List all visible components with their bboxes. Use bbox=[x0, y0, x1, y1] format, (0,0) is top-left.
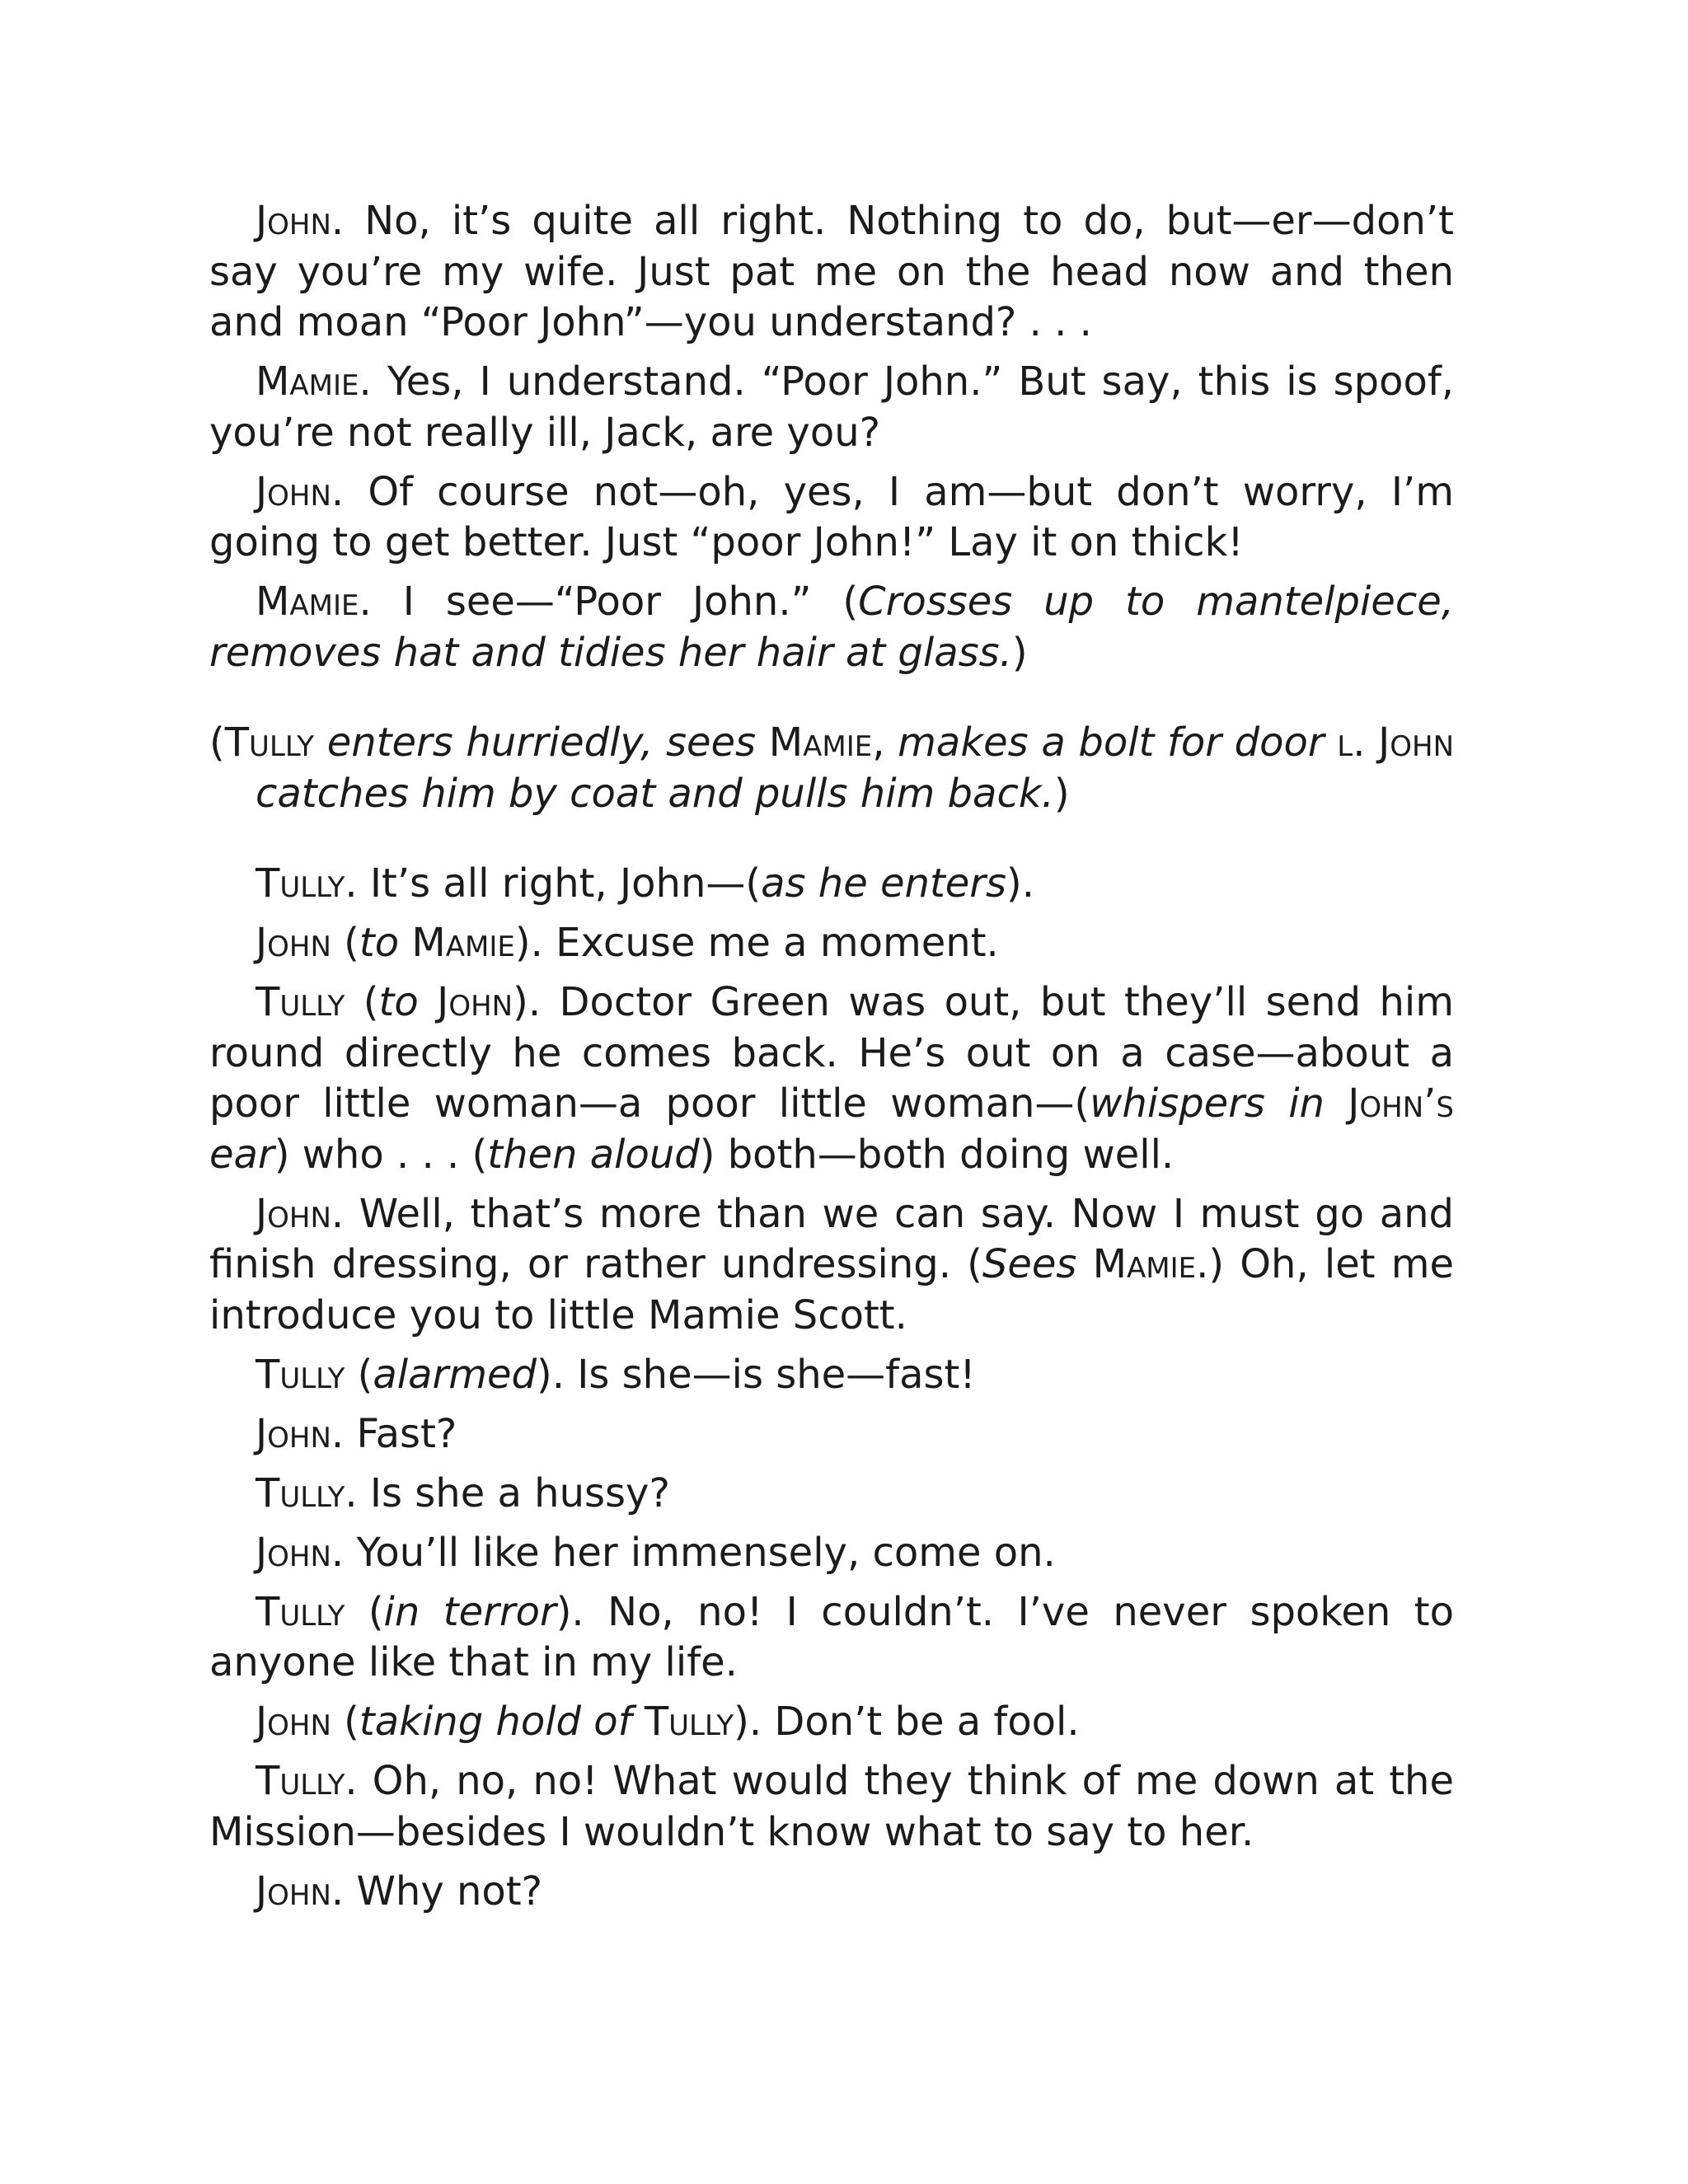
character-name: John bbox=[256, 1699, 331, 1745]
dialogue-paragraph bbox=[209, 977, 1454, 1180]
dialogue-text bbox=[399, 920, 411, 966]
character-name: John bbox=[1378, 719, 1455, 766]
character-name: John bbox=[256, 1410, 331, 1457]
character-name: Tully bbox=[256, 860, 345, 907]
dialogue-text: ). Excuse me a moment. bbox=[514, 920, 999, 966]
dialogue-text bbox=[1076, 1241, 1092, 1287]
dialogue-paragraph bbox=[209, 859, 1454, 910]
dialogue-text bbox=[1325, 719, 1338, 766]
dialogue-text: . Why not? bbox=[331, 1868, 543, 1915]
stage-action: then aloud bbox=[487, 1131, 700, 1178]
character-name: Tully bbox=[256, 1469, 345, 1516]
character-name: l bbox=[1337, 719, 1353, 766]
character-name: Mamie bbox=[1092, 1241, 1197, 1287]
dialogue-text: ). bbox=[1006, 860, 1035, 907]
dialogue-text: . Is she a hussy? bbox=[345, 1469, 670, 1516]
character-name: Tully bbox=[644, 1699, 734, 1745]
character-name: Mamie bbox=[256, 359, 359, 405]
dialogue-paragraph bbox=[209, 1697, 1454, 1748]
dialogue-paragraph bbox=[209, 1469, 1454, 1520]
character-name: John bbox=[256, 920, 331, 966]
stage-action: to bbox=[378, 979, 419, 1025]
character-name: Tully bbox=[256, 1758, 345, 1804]
dialogue-text: ( bbox=[345, 979, 379, 1025]
character-name: Tully bbox=[256, 979, 345, 1025]
dialogue-paragraph bbox=[209, 1528, 1454, 1579]
dialogue-text: . Of course not—oh, yes, I am—but don’t worry, I’m going to get better. Just “poor John!” Lay it on thick! bbox=[209, 468, 1454, 565]
stage-action: as he enters bbox=[761, 860, 1007, 907]
dialogue-text bbox=[1325, 1080, 1348, 1127]
script-page bbox=[209, 196, 1454, 1926]
dialogue-text: ( bbox=[331, 920, 359, 966]
dialogue-text: . No, it’s quite all right. Nothing to do, but—er—don’t say you’re my wife. Just pat me on the head now and then and moan “Poor John”—you understand? . . . bbox=[209, 198, 1454, 345]
stage-direction bbox=[209, 718, 1454, 819]
dialogue-text: ) bbox=[1011, 629, 1028, 676]
stage-action: Sees bbox=[982, 1241, 1077, 1287]
stage-action: makes a bolt for door bbox=[898, 719, 1325, 766]
stage-action: whispers in bbox=[1090, 1080, 1325, 1127]
dialogue-text: ). Is she—is she—fast! bbox=[536, 1351, 976, 1398]
stage-action: taking hold of bbox=[359, 1699, 632, 1745]
stage-action: enters hurriedly, sees bbox=[326, 719, 757, 766]
dialogue-text: ). Doctor Green was out, but they’ll send him round directly he comes back. He’s out on a case—about a poor little woman—a poor little woman—( bbox=[209, 979, 1455, 1127]
dialogue-text: .) Oh, let me introduce you to little Mamie Scott. bbox=[209, 1241, 1454, 1338]
dialogue-text: . I see—“Poor John.” ( bbox=[359, 579, 859, 625]
dialogue-paragraph bbox=[209, 1867, 1454, 1918]
dialogue-text: ) bbox=[1053, 770, 1070, 817]
dialogue-text: . You’ll like her immensely, come on. bbox=[331, 1529, 1056, 1576]
dialogue-text: . bbox=[1353, 719, 1379, 766]
stage-action: Crosses up to mantelpiece, removes hat and tidies her hair at glass. bbox=[209, 579, 1454, 676]
dialogue-text: . Oh, no, no! What would they think of me down at the Mission—besides I wouldn’t know what to say to her. bbox=[209, 1758, 1454, 1855]
character-name: Tully bbox=[256, 1588, 345, 1635]
dialogue-paragraph bbox=[209, 467, 1454, 569]
dialogue-text: ). Don’t be a fool. bbox=[734, 1699, 1080, 1745]
dialogue-paragraph bbox=[209, 918, 1454, 969]
character-name: Mamie bbox=[411, 920, 515, 966]
dialogue-text: . Fast? bbox=[331, 1410, 457, 1457]
dialogue-text: ( bbox=[331, 1699, 359, 1745]
character-name: Mamie bbox=[256, 579, 359, 625]
character-name: John bbox=[256, 1190, 331, 1237]
dialogue-paragraph bbox=[209, 577, 1454, 678]
dialogue-text: ( bbox=[345, 1351, 373, 1398]
dialogue-text bbox=[632, 1699, 645, 1745]
dialogue-paragraph bbox=[209, 1350, 1454, 1401]
dialogue-paragraph bbox=[209, 196, 1454, 349]
dialogue-text: ). No, no! I couldn’t. I’ve never spoken to anyone like that in my life. bbox=[209, 1588, 1454, 1685]
dialogue-text bbox=[314, 719, 327, 766]
dialogue-text: ( bbox=[209, 719, 225, 766]
character-name: John’s bbox=[1348, 1080, 1455, 1127]
dialogue-text: . Yes, I understand. “Poor John.” But say, this is spoof, you’re not really ill, Jack, are you? bbox=[209, 359, 1454, 456]
character-name: Mamie bbox=[768, 719, 873, 766]
stage-action: catches him by coat and pulls him back. bbox=[256, 770, 1054, 817]
dialogue-text: ( bbox=[345, 1588, 384, 1635]
dialogue-paragraph bbox=[209, 1409, 1454, 1460]
dialogue-text: . It’s all right, John—( bbox=[345, 860, 762, 907]
stage-action: alarmed bbox=[373, 1351, 537, 1398]
character-name: John bbox=[256, 198, 331, 244]
dialogue-text: ) who . . . ( bbox=[274, 1131, 488, 1178]
dialogue-paragraph bbox=[209, 1756, 1454, 1858]
character-name: Tully bbox=[256, 1351, 345, 1398]
stage-action: to bbox=[359, 920, 400, 966]
character-name: John bbox=[256, 1868, 331, 1915]
character-name: John bbox=[437, 979, 513, 1025]
character-name: Tully bbox=[224, 719, 315, 766]
dialogue-text: ) both—both doing well. bbox=[699, 1131, 1175, 1178]
dialogue-paragraph bbox=[209, 1587, 1454, 1689]
dialogue-text bbox=[419, 979, 437, 1025]
character-name: John bbox=[256, 468, 331, 515]
dialogue-paragraph bbox=[209, 1189, 1454, 1342]
stage-action: ear bbox=[209, 1131, 274, 1178]
dialogue-text: . Well, that’s more than we can say. Now I must go and finish dressing, or rather undressing. ( bbox=[209, 1190, 1454, 1287]
character-name: John bbox=[256, 1529, 331, 1576]
stage-action: in terror bbox=[383, 1588, 556, 1635]
dialogue-text: , bbox=[872, 719, 898, 766]
dialogue-text bbox=[756, 719, 769, 766]
dialogue-paragraph bbox=[209, 357, 1454, 458]
